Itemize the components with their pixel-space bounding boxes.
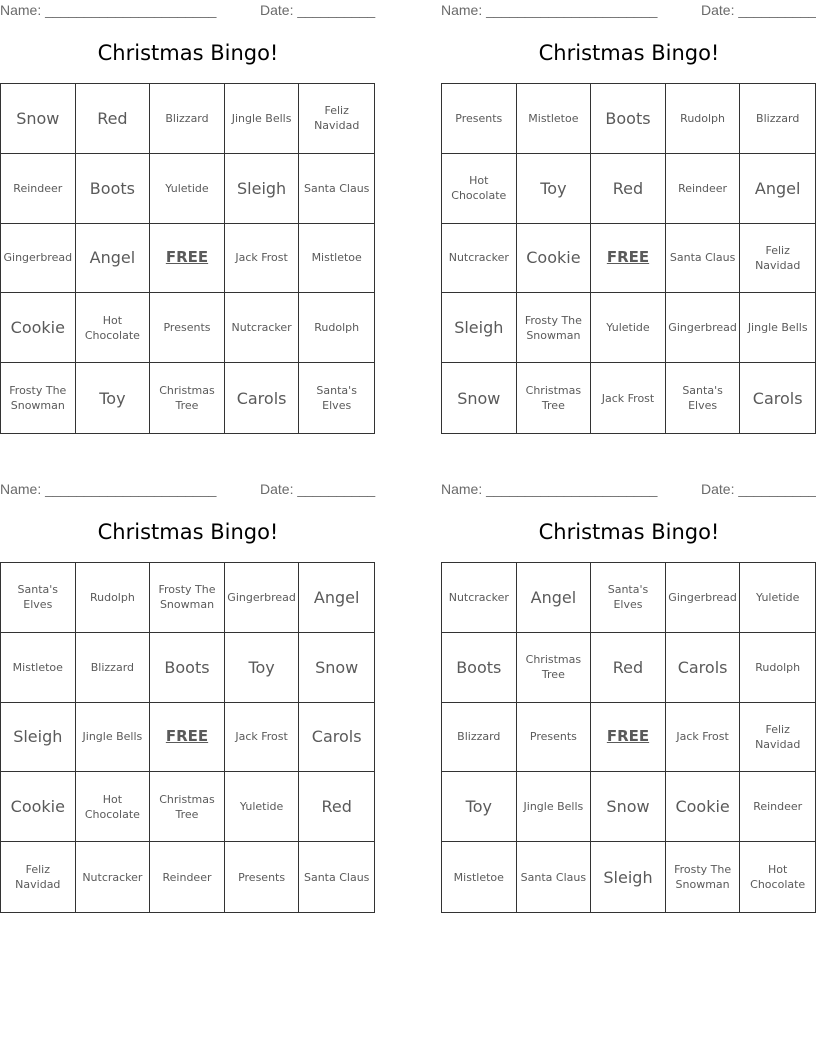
bingo-cell: Carols	[225, 363, 300, 433]
bingo-card-1	[0, 0, 376, 440]
card-header	[0, 481, 376, 499]
bingo-card-3	[0, 479, 376, 919]
bingo-cell: Snow	[299, 633, 374, 703]
bingo-cell: Jingle Bells	[225, 84, 300, 154]
bingo-cell: Christmas Tree	[517, 633, 592, 703]
bingo-cell: Boots	[76, 154, 151, 224]
bingo-cell: Angel	[299, 563, 374, 633]
bingo-cell: Reindeer	[666, 154, 741, 224]
bingo-cell: Santa's Elves	[316, 384, 357, 413]
card-title: Christmas Bingo!	[538, 41, 720, 65]
bingo-cell: Nutcracker	[225, 293, 300, 363]
bingo-cell: Jack Frost	[225, 703, 300, 773]
bingo-cell: Red	[591, 633, 666, 703]
bingo-cell: Rudolph	[76, 563, 151, 633]
bingo-cell: Carols	[299, 703, 374, 773]
bingo-cell: Santa Claus	[666, 224, 741, 294]
bingo-cell: Gingerbread	[1, 224, 76, 294]
bingo-cell: Christmas Tree	[150, 363, 225, 433]
bingo-cell: Jack Frost	[225, 224, 300, 294]
bingo-grid	[0, 83, 375, 434]
bingo-grid	[0, 562, 375, 913]
card-title: Christmas Bingo!	[97, 520, 279, 544]
bingo-cell: Frosty The Snowman	[666, 842, 741, 912]
bingo-cell: Hot Chocolate	[76, 772, 151, 842]
bingo-cell: Sleigh	[225, 154, 300, 224]
bingo-card-2	[441, 0, 816, 440]
bingo-cell: Toy	[76, 363, 151, 433]
bingo-cell: Cookie	[666, 772, 741, 842]
free-space-cell: FREE	[150, 703, 225, 773]
bingo-cell: Cookie	[1, 772, 76, 842]
bingo-cell: Presents	[225, 842, 300, 912]
bingo-cell: Nutcracker	[442, 224, 517, 294]
bingo-cell: Rudolph	[740, 633, 815, 703]
bingo-cell: Red	[76, 84, 151, 154]
card-header	[441, 2, 816, 20]
bingo-cell: Santa Claus	[299, 154, 374, 224]
bingo-cell: Mistletoe	[442, 842, 517, 912]
bingo-cell: Mistletoe	[299, 224, 374, 294]
bingo-cell: Hot Chocolate	[442, 154, 517, 224]
bingo-cell: Snow	[1, 84, 76, 154]
bingo-cell: Yuletide	[150, 154, 225, 224]
bingo-cell: Presents	[517, 703, 592, 773]
free-space-cell: FREE	[591, 224, 666, 294]
bingo-cell: Nutcracker	[442, 563, 517, 633]
bingo-cell: Reindeer	[1, 154, 76, 224]
bingo-cell: Santa's Elves	[666, 363, 741, 433]
date-field-label: Date: __________	[701, 481, 816, 497]
bingo-cell: Hot Chocolate	[750, 863, 806, 892]
bingo-cell: Feliz Navidad	[1, 842, 76, 912]
bingo-cell: Sleigh	[442, 293, 517, 363]
bingo-cell: Jack Frost	[591, 363, 666, 433]
bingo-cell: Yuletide	[740, 563, 815, 633]
bingo-cell: Blizzard	[76, 633, 151, 703]
bingo-cell: Reindeer	[150, 842, 225, 912]
card-title: Christmas Bingo!	[538, 520, 720, 544]
bingo-cell: Toy	[442, 772, 517, 842]
bingo-cell: Gingerbread	[225, 563, 300, 633]
bingo-grid	[441, 562, 816, 913]
bingo-cell: Gingerbread	[666, 563, 741, 633]
bingo-cell: Toy	[225, 633, 300, 703]
bingo-cell: Presents	[150, 293, 225, 363]
bingo-cell: Snow	[442, 363, 517, 433]
bingo-cell: Cookie	[517, 224, 592, 294]
bingo-cell: Boots	[591, 84, 666, 154]
date-field-label: Date: __________	[260, 2, 376, 18]
free-space-cell: FREE	[591, 703, 666, 773]
bingo-cell: Christmas Tree	[150, 772, 225, 842]
name-field-label: Name: ______________________	[0, 2, 217, 18]
bingo-card-4	[441, 479, 816, 919]
bingo-cell: Feliz Navidad	[740, 224, 815, 294]
bingo-cell: Presents	[442, 84, 517, 154]
bingo-cell: Angel	[740, 154, 815, 224]
bingo-cell: Frosty The Snowman	[1, 363, 76, 433]
bingo-cell: Christmas Tree	[517, 363, 592, 433]
free-space-cell: FREE	[150, 224, 225, 294]
bingo-cell: Cookie	[1, 293, 76, 363]
bingo-cell: Sleigh	[1, 703, 76, 773]
card-title: Christmas Bingo!	[97, 41, 279, 65]
bingo-cell: Santa Claus	[303, 870, 370, 884]
bingo-cell: Mistletoe	[1, 633, 76, 703]
bingo-cell: Gingerbread	[666, 293, 741, 363]
bingo-cell: Red	[591, 154, 666, 224]
bingo-cell: Carols	[666, 633, 741, 703]
date-field-label: Date: __________	[701, 2, 816, 18]
bingo-cell: Santa's Elves	[591, 563, 666, 633]
bingo-cell: Sleigh	[591, 842, 666, 912]
bingo-cell: Carols	[752, 388, 803, 408]
bingo-cell: Rudolph	[666, 84, 741, 154]
bingo-cell: Jingle Bells	[740, 293, 815, 363]
bingo-cell: Frosty The Snowman	[517, 293, 592, 363]
bingo-cell: Toy	[517, 154, 592, 224]
bingo-grid	[441, 83, 816, 434]
bingo-cell: Feliz Navidad	[299, 84, 374, 154]
name-field-label: Name: ______________________	[441, 481, 658, 497]
bingo-cell: Blizzard	[442, 703, 517, 773]
bingo-cell: Jingle Bells	[76, 703, 151, 773]
bingo-cell: Boots	[150, 633, 225, 703]
bingo-cell: Angel	[76, 224, 151, 294]
name-field-label: Name: ______________________	[441, 2, 658, 18]
bingo-cell: Frosty The Snowman	[150, 563, 225, 633]
bingo-cell: Jack Frost	[666, 703, 741, 773]
bingo-cell: Jingle Bells	[517, 772, 592, 842]
bingo-cell: Feliz Navidad	[740, 703, 815, 773]
date-field-label: Date: __________	[260, 481, 376, 497]
card-header	[0, 2, 376, 20]
bingo-cell: Blizzard	[150, 84, 225, 154]
bingo-cell: Santa Claus	[517, 842, 592, 912]
card-header	[441, 481, 816, 499]
name-field-label: Name: ______________________	[0, 481, 217, 497]
bingo-cell: Mistletoe	[517, 84, 592, 154]
bingo-cell: Santa's Elves	[1, 563, 76, 633]
bingo-cell: Hot Chocolate	[76, 293, 151, 363]
bingo-cell: Snow	[591, 772, 666, 842]
bingo-cell: Rudolph	[299, 293, 374, 363]
bingo-cell: Angel	[517, 563, 592, 633]
bingo-cell: Reindeer	[740, 772, 815, 842]
bingo-cell: Yuletide	[591, 293, 666, 363]
bingo-cell: Yuletide	[225, 772, 300, 842]
bingo-cell: Blizzard	[740, 84, 815, 154]
bingo-cell: Boots	[442, 633, 517, 703]
bingo-cell: Red	[299, 772, 374, 842]
bingo-cell: Nutcracker	[76, 842, 151, 912]
